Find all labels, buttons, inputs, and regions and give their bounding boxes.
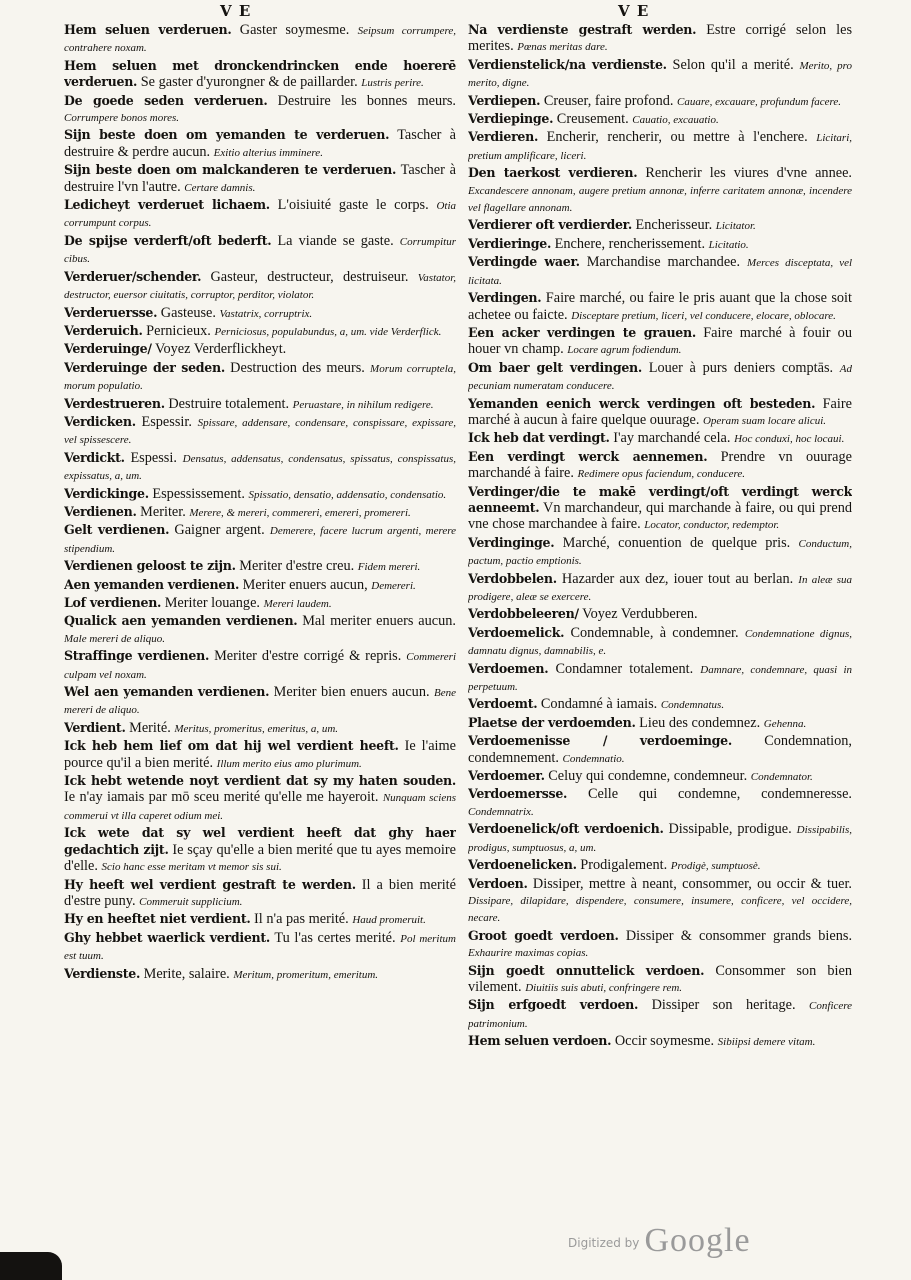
latin-gloss: Condemnator. — [750, 771, 813, 784]
latin-gloss: Scio hanc esse meritam vt memor sis sui. — [101, 861, 282, 874]
dictionary-entry — [468, 360, 852, 395]
dictionary-entry — [64, 911, 456, 928]
french-gloss: Enchere, rencherissement. — [554, 235, 706, 252]
french-gloss: Ie l'aime pource qu'il a bien merité. — [64, 738, 456, 771]
headword: Verderuich. — [64, 322, 143, 338]
headword: Verdient. — [64, 719, 126, 735]
latin-gloss: Spissatio, densatio, addensatio, condensatio. — [248, 488, 447, 501]
dictionary-entry — [64, 127, 456, 161]
french-gloss: Merite, salaire. — [143, 965, 230, 982]
french-gloss: Faire marché à fouir ou houer vn champ. — [468, 324, 852, 358]
headword: Ick wete dat sy wel verdient heeft dat ghy haer gedachtich zijt. — [64, 825, 456, 857]
dictionary-entry — [468, 290, 852, 324]
dictionary-entry — [64, 93, 456, 127]
headword: Ledicheyt verderuet lichaem. — [64, 197, 270, 213]
latin-gloss: In aleæ sua prodigere, aleæ se exercere. — [468, 573, 852, 603]
watermark-brand: Google — [644, 1222, 751, 1259]
dictionary-entry — [468, 165, 852, 216]
french-gloss: Voyez Verdubberen. — [582, 606, 698, 623]
latin-gloss: Morum corruptela, morum populatio. — [64, 362, 456, 393]
dictionary-entry — [64, 396, 456, 413]
latin-gloss: Corrumpitur cibus. — [64, 235, 456, 266]
french-gloss: Lieu des condemnez. — [639, 714, 761, 731]
dictionary-entry — [64, 341, 456, 358]
dictionary-entry — [468, 733, 852, 767]
french-gloss: Meriter. — [140, 503, 186, 520]
headword: Verdobbeleeren/ — [468, 606, 579, 622]
french-gloss: Creuser, faire profond. — [543, 92, 674, 109]
dictionary-entry — [64, 930, 456, 965]
dictionary-entry — [468, 997, 852, 1032]
headword: Verdienen. — [64, 503, 137, 519]
dictionary-entry — [468, 768, 852, 785]
french-gloss: Mal meriter enuers aucun. — [302, 613, 456, 630]
dictionary-entry — [468, 22, 852, 56]
headword: Hem seluen verderuen. — [64, 22, 232, 37]
dictionary-entry — [468, 93, 852, 110]
headword: Groot goedt verdoen. — [468, 927, 619, 943]
dictionary-entry — [468, 430, 852, 447]
french-gloss: Destruction des meurs. — [230, 359, 365, 376]
dictionary-entry — [64, 162, 456, 196]
latin-gloss: Illum merito eius amo plurimum. — [216, 757, 362, 770]
latin-gloss: Commereri culpam vel noxam. — [64, 651, 456, 681]
dictionary-entry — [468, 821, 852, 856]
dictionary-entry — [468, 129, 852, 164]
latin-gloss: Exhaurire maximas copias. — [468, 947, 589, 960]
french-gloss: Hazarder aux dez, iouer tout au berlan. — [561, 570, 794, 587]
dictionary-entry — [468, 928, 852, 962]
dictionary-entry — [468, 715, 852, 732]
watermark-prefix: Digitized by — [568, 1236, 640, 1250]
french-gloss: Encherir, rencherir, ou mettre à l'enchere. — [546, 129, 808, 146]
left-column — [64, 22, 456, 1216]
latin-gloss: Pol meritum est tuum. — [64, 932, 456, 963]
dictionary-entry — [64, 738, 456, 772]
french-gloss: Meriter d'estre creu. — [239, 558, 355, 575]
dictionary-entry — [468, 571, 852, 606]
french-gloss: Espessi. — [130, 449, 177, 466]
dictionary-entry — [64, 577, 456, 594]
latin-gloss: Diuitiis suis abuti, confringere rem. — [525, 981, 683, 994]
dictionary-entry — [64, 360, 456, 395]
latin-gloss: Merere, & mereri, commereri, emereri, promereri. — [189, 506, 411, 519]
headword: Verdingen. — [468, 290, 542, 306]
headword: Lof verdienen. — [64, 595, 162, 610]
french-gloss: Tascher à destruire l'vn l'autre. — [64, 162, 456, 195]
headword: Verdoemersse. — [468, 786, 568, 802]
french-gloss: Gaster soymesme. — [239, 22, 350, 38]
latin-gloss: Dissipabilis, prodigus, sumptuosus, a, um. — [468, 824, 852, 854]
french-gloss: Meriter enuers aucun, — [242, 576, 368, 593]
dictionary-entry — [468, 786, 852, 820]
dictionary-entry — [64, 269, 456, 304]
dictionary-entry — [64, 197, 456, 232]
headword: Verdoemer. — [468, 768, 545, 784]
french-gloss: Tascher à destruire & perdre aucun. — [64, 127, 456, 160]
headword: Verdoen. — [468, 875, 528, 891]
headword: Plaetse der verdoemden. — [468, 714, 636, 730]
headword: Qualick aen yemanden verdienen. — [64, 613, 298, 629]
latin-gloss: Perniciosus, populabundus, a, um. vide Verderflick. — [214, 325, 442, 338]
latin-gloss: Locator, conductor, redemptor. — [644, 519, 780, 532]
dictionary-entry — [64, 684, 456, 719]
headword: Verdoemt. — [468, 696, 538, 712]
headword: Gelt verdienen. — [64, 522, 170, 538]
headword: De spijse verderft/oft bederft. — [64, 232, 272, 248]
dictionary-entry — [468, 696, 852, 713]
french-gloss: Gasteur, destructeur, destruiseur. — [210, 268, 409, 285]
latin-gloss: Haud promeruit. — [352, 914, 426, 927]
headword: Hem seluen verdoen. — [468, 1033, 612, 1049]
latin-gloss: Locare agrum fodiendum. — [567, 344, 682, 357]
headword: Hy heeft wel verdient gestraft te werden. — [64, 876, 356, 892]
latin-gloss: Pœnas meritas dare. — [517, 41, 608, 54]
headword: Ick hebt wetende noyt verdient dat sy my haten souden. — [64, 773, 456, 789]
headword: Verdierer oft verdierder. — [468, 217, 632, 233]
headword: Verderuinge/ — [64, 341, 152, 357]
dictionary-entry — [64, 877, 456, 911]
headword: Verdoemen. — [468, 660, 549, 676]
latin-gloss: Exitio alterius imminere. — [213, 146, 323, 159]
latin-gloss: Meritum, promeritum, emeritum. — [233, 968, 379, 981]
headword: Verdingde waer. — [468, 254, 580, 270]
latin-gloss: Seipsum corrumpere, contrahere noxam. — [64, 25, 456, 55]
headword: Verderuer/schender. — [64, 268, 202, 284]
dictionary-entry — [64, 720, 456, 737]
french-gloss: Dissiper & consommer grands biens. — [625, 927, 852, 944]
headword: Sijn goedt onnuttelick verdoen. — [468, 962, 705, 978]
french-gloss: Dissiper, mettre à neant, consommer, ou occir & tuer. — [532, 875, 852, 892]
latin-gloss: Commeruit supplicium. — [139, 895, 243, 908]
latin-gloss: Operam suam locare alicui. — [702, 414, 827, 427]
header-right: V E — [618, 2, 650, 20]
headword: Verdobbelen. — [468, 570, 557, 586]
headword: Verdiepen. — [468, 92, 541, 108]
french-gloss: Celuy qui condemne, condemneur. — [548, 768, 748, 785]
dictionary-entry — [468, 236, 852, 253]
latin-gloss: Condemnatrix. — [468, 805, 534, 818]
french-gloss: Destruire les bonnes meurs. — [277, 92, 456, 109]
french-gloss: Gasteuse. — [160, 304, 216, 321]
headword: Een verdingt werck aennemen. — [468, 448, 708, 464]
dictionary-entry — [468, 484, 852, 534]
dictionary-entry — [468, 876, 852, 927]
french-gloss: Meriter d'estre corrigé & repris. — [214, 648, 402, 665]
latin-gloss: Licitatio. — [708, 238, 749, 251]
latin-gloss: Hoc conduxi, hoc locaui. — [734, 433, 845, 446]
latin-gloss: Peruastare, in nihilum redigere. — [292, 398, 434, 411]
french-gloss: Prendre vn ouurage marchandé à faire. — [468, 448, 852, 482]
french-gloss: Celle qui condemne, condemneresse. — [587, 786, 852, 803]
french-gloss: Faire marché à aucun à faire quelque ouurage. — [468, 395, 852, 428]
headword: Hy en heeftet niet verdient. — [64, 911, 251, 927]
latin-gloss: Meritus, promeritus, emeritus, a, um. — [174, 722, 339, 735]
dictionary-entry — [64, 522, 456, 557]
latin-gloss: Condemnatione dignus, damnatu dignus, damnabilis, e. — [468, 627, 852, 658]
dictionary-entry — [64, 648, 456, 683]
headword: Yemanden eenich werck verdingen oft besteden. — [468, 395, 816, 411]
dictionary-entry — [468, 1033, 852, 1050]
french-gloss: Ie sçay qu'elle a bien merité que tu ayes memoire d'elle. — [64, 841, 456, 875]
french-gloss: L'oisiuité gaste le corps. — [277, 197, 429, 214]
dictionary-entry — [468, 325, 852, 359]
french-gloss: Marché, conuention de quelque pris. — [562, 534, 791, 551]
french-gloss: Rencherir les viures d'vne annee. — [645, 165, 852, 182]
latin-gloss: Damnare, condemnare, quasi in perpetuum. — [468, 663, 852, 694]
headword: Verdickinge. — [64, 485, 149, 501]
dictionary-entry — [64, 58, 456, 92]
french-gloss: Faire marché, ou faire le pris auant que la chose soit achetee ou faicte. — [468, 290, 852, 323]
dictionary-entry — [468, 449, 852, 483]
headword: Ick heb hem lief om dat hij wel verdient heeft. — [64, 738, 399, 754]
french-gloss: Condamné à iamais. — [540, 696, 658, 713]
french-gloss: Il n'a pas merité. — [254, 911, 349, 928]
latin-gloss: Conductum, pactum, pactio emptionis. — [468, 537, 852, 568]
french-gloss: Destruire totalement. — [168, 395, 290, 412]
french-gloss: Prodigalement. — [580, 857, 668, 874]
headword: Verdoemelick. — [468, 624, 565, 640]
dictionary-entry — [468, 254, 852, 289]
headword: Verdieren. — [468, 129, 539, 145]
french-gloss: La viande se gaste. — [277, 232, 394, 249]
latin-gloss: Condemnatio. — [562, 752, 625, 765]
digitized-by-google-watermark — [568, 1222, 751, 1260]
latin-gloss: Densatus, addensatus, condensatus, spissatus, conspissatus, expissatus, a, um. — [64, 452, 456, 483]
headword: Verdestrueren. — [64, 395, 165, 411]
french-gloss: Occir soymesme. — [614, 1033, 715, 1050]
french-gloss: Meriter bien enuers aucun. — [273, 684, 430, 701]
french-gloss: I'ay marchandé cela. — [613, 430, 731, 447]
french-gloss: Dissipable, prodigue. — [668, 821, 792, 838]
latin-gloss: Spissare, addensare, condensare, conspissare, expissare, vel spissescere. — [64, 416, 456, 447]
headword: Verdickt. — [64, 449, 125, 465]
latin-gloss: Otia corrumpunt corpus. — [64, 200, 456, 230]
latin-gloss: Certare damnis. — [184, 181, 256, 194]
french-gloss: Encherisseur. — [635, 217, 713, 234]
french-gloss: Louer à purs deniers comptās. — [648, 359, 834, 376]
dictionary-entry — [64, 773, 456, 824]
latin-gloss: Conficere patrimonium. — [468, 1000, 852, 1030]
headword: Verdinger/die te makē verdingt/oft verdingt werck aenneemt. — [468, 483, 852, 515]
latin-gloss: Merces disceptata, vel licitata. — [468, 257, 852, 287]
french-gloss: Marchandise marchandee. — [586, 254, 741, 271]
latin-gloss: Excandescere annonam, augere pretium annonæ, inferre caritatem annonæ, incendere vel flagellare annonam. — [468, 184, 852, 215]
latin-gloss: Demereri. — [371, 579, 416, 592]
latin-gloss: Cauare, excauare, profundum facere. — [677, 95, 841, 108]
headword: Verdicken. — [64, 413, 136, 429]
french-gloss: Pernicieux. — [146, 322, 211, 339]
dictionary-entry — [64, 323, 456, 340]
french-gloss: Vn marchandeur, qui marchande à faire, ou qui prend vne chose marchandee à faire. — [468, 499, 852, 533]
french-gloss: Dissiper son heritage. — [651, 997, 796, 1014]
dictionary-entry — [468, 661, 852, 696]
latin-gloss: Vastator, destructor, euersor ciuitatis, corruptor, perditor, violator. — [64, 271, 456, 302]
headword: Aen yemanden verdienen. — [64, 576, 240, 592]
latin-gloss: Cauatio, excauatio. — [632, 114, 719, 127]
headword: Verdienste. — [64, 965, 141, 981]
headword: Verdoenelick/oft verdoenich. — [468, 821, 664, 837]
headword: Verdieringe. — [468, 235, 552, 251]
latin-gloss: Nunquam sciens commerui vt illa caperet odium mei. — [64, 792, 456, 822]
headword: Een acker verdingen te grauen. — [468, 324, 696, 340]
latin-gloss: Condemnatus. — [660, 699, 725, 712]
headword: Straffinge verdienen. — [64, 648, 210, 664]
dictionary-entry — [64, 595, 456, 612]
headword: Ick heb dat verdingt. — [468, 430, 610, 446]
headword: Wel aen yemanden verdienen. — [64, 684, 270, 700]
scan-thumb-shadow — [0, 1252, 62, 1280]
latin-gloss: Corrumpere bonos mores. — [64, 112, 179, 125]
running-header — [0, 2, 911, 22]
latin-gloss: Gehenna. — [763, 717, 807, 730]
dictionary-entry — [468, 217, 852, 234]
headword: Om baer gelt verdingen. — [468, 359, 643, 375]
headword: Verdoenelicken. — [468, 857, 577, 873]
dictionary-entry — [468, 57, 852, 92]
right-column — [468, 22, 852, 1216]
dictionary-entry — [64, 613, 456, 647]
french-gloss: Espessissement. — [152, 485, 245, 502]
latin-gloss: Lustris perire. — [361, 77, 424, 90]
latin-gloss: Bene mereri de aliquo. — [64, 687, 456, 717]
dictionary-entry — [64, 504, 456, 521]
headword: Sijn erfgoedt verdoen. — [468, 997, 639, 1013]
latin-gloss: Merito, pro merito, digne. — [468, 59, 852, 90]
french-gloss: Estre corrigé selon les merites. — [468, 22, 852, 55]
dictionary-entry — [64, 233, 456, 268]
dictionary-entry — [468, 111, 852, 128]
latin-gloss: Fidem mereri. — [357, 561, 421, 574]
dictionary-entry — [64, 558, 456, 575]
dictionary-entry — [64, 966, 456, 983]
latin-gloss: Licitari, pretium amplificare, liceri. — [468, 132, 852, 162]
french-gloss: Condemnable, à condemner. — [570, 624, 739, 641]
dictionary-entry — [468, 857, 852, 874]
latin-gloss: Disceptare pretium, liceri, vel conducere, elocare, oblocare. — [571, 309, 836, 322]
headword: Verdienen geloost te zijn. — [64, 558, 236, 574]
french-gloss: Il a bien merité d'estre puny. — [64, 876, 456, 909]
latin-gloss: Sibiipsi demere vitam. — [717, 1036, 816, 1049]
headword: Verdiepinge. — [468, 111, 554, 127]
latin-gloss: Licitator. — [715, 220, 756, 233]
dictionary-entry — [468, 535, 852, 570]
dictionary-entry — [64, 414, 456, 449]
french-gloss: Meriter louange. — [164, 595, 260, 611]
dictionary-entry — [64, 450, 456, 485]
french-gloss: Selon qu'il a merité. — [672, 56, 794, 73]
headword: De goede seden verderuen. — [64, 92, 268, 108]
latin-gloss: Vastatrix, corruptrix. — [219, 307, 313, 320]
latin-gloss: Mereri laudem. — [263, 598, 332, 610]
french-gloss: Condemnation, condemnement. — [468, 733, 852, 766]
headword: Sijn beste doen om yemanden te verderuen. — [64, 127, 390, 143]
french-gloss: Gaigner argent. — [174, 522, 265, 539]
headword: Verdienstelick/na verdienste. — [468, 56, 667, 72]
latin-gloss: Prodigè, sumptuosè. — [670, 860, 761, 873]
french-gloss: Se gaster d'yurongner & de paillarder. — [140, 74, 358, 91]
headword: Verdinginge. — [468, 534, 555, 550]
french-gloss: Ie n'ay iamais par mō sceu merité qu'elle me hayeroit. — [64, 789, 379, 806]
latin-gloss: Dissipare, dilapidare, dispendere, consumere, insumere, conficere, vel occidere, necare. — [468, 894, 852, 925]
headword: Verdoemenisse / verdoeminge. — [468, 733, 732, 749]
headword: Verderuersse. — [64, 304, 158, 320]
french-gloss: Tu l'as certes merité. — [274, 929, 396, 946]
headword: Hem seluen met dronckendrincken ende hoererē verderuen. — [64, 57, 456, 90]
latin-gloss: Male mereri de aliquo. — [64, 632, 166, 645]
headword: Ghy hebbet waerlick verdient. — [64, 929, 271, 945]
dictionary-entry — [468, 396, 852, 430]
dictionary-entry — [64, 22, 456, 57]
headword: Sijn beste doen om malckanderen te verderuen. — [64, 162, 397, 178]
dictionary-entry — [468, 606, 852, 623]
french-gloss: Espessir. — [141, 413, 192, 430]
headword: Den taerkost verdieren. — [468, 165, 638, 181]
latin-gloss: Redimere opus faciendum, conducere. — [577, 468, 746, 481]
french-gloss: Merité. — [129, 719, 171, 736]
french-gloss: Voyez Verderflickheyt. — [154, 341, 287, 358]
headword: Verderuinge der seden. — [64, 359, 225, 375]
french-gloss: Consommer son bien vilement. — [468, 962, 852, 995]
dictionary-entry — [64, 825, 456, 875]
dictionary-entry — [64, 305, 456, 322]
header-left: V E — [220, 2, 252, 20]
french-gloss: Condamner totalement. — [555, 660, 694, 677]
dictionary-entry — [468, 963, 852, 997]
headword: Na verdienste gestraft werden. — [468, 22, 697, 37]
french-gloss: Creusement. — [556, 111, 629, 128]
latin-gloss: Demerere, facere lucrum argenti, merere stipendium. — [64, 525, 456, 555]
dictionary-entry — [468, 625, 852, 660]
dictionary-entry — [64, 486, 456, 503]
latin-gloss: Ad pecuniam numeratam conducere. — [468, 362, 852, 393]
